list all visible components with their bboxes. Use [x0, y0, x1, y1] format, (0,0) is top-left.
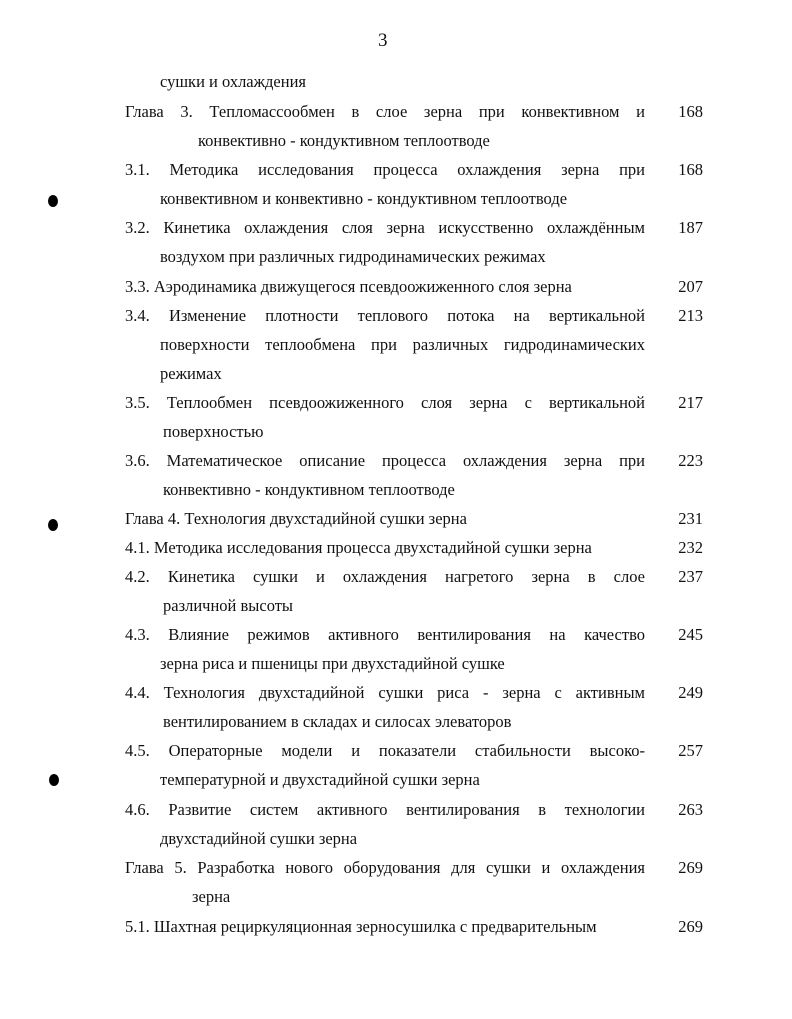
toc-page-number: 168 [678, 102, 703, 121]
toc-page-number: 232 [678, 538, 703, 557]
toc-entry-title: 3.4. Изменение плотности теплового потока на вертикальной [125, 306, 645, 325]
toc-page-number: 223 [678, 451, 703, 470]
page-number: 3 [378, 30, 388, 51]
toc-page-number: 245 [678, 625, 703, 644]
toc-entry-title: Глава 3. Тепломассообмен в слое зерна при конвективном и [125, 102, 645, 121]
toc-page-number: 269 [678, 917, 703, 936]
toc-page-number: 187 [678, 218, 703, 237]
toc-entry-title: 4.4. Технология двухстадийной сушки риса - зерна с активным [125, 683, 645, 702]
toc-page-number: 269 [678, 858, 703, 877]
toc-page-number: 217 [678, 393, 703, 412]
toc-entry-continuation: конвективно - кондуктивном теплоотводе [163, 480, 455, 499]
toc-entry-continuation: поверхностью [163, 422, 264, 441]
punch-hole-mark [48, 195, 58, 207]
toc-entry-continuation: различной высоты [163, 596, 294, 615]
toc-entry-title: 3.2. Кинетика охлаждения слоя зерна искусственно охлаждённым [125, 218, 645, 237]
punch-hole-mark [49, 774, 59, 786]
toc-entry-title: 3.3. Аэродинамика движущегося псевдоожиженного слоя зерна [125, 277, 572, 296]
toc-entry-title: Глава 4. Технология двухстадийной сушки зерна [125, 509, 467, 528]
toc-entry-continuation: режимах [160, 364, 222, 383]
toc-page-number: 213 [678, 306, 703, 325]
toc-page-number: 231 [678, 509, 703, 528]
toc-entry-title: 5.1. Шахтная рециркуляционная зерносушилка с предварительным [125, 917, 597, 936]
toc-entry-title: 4.6. Развитие систем активного вентилирования в технологии [125, 800, 645, 819]
toc-entry-title: 3.1. Методика исследования процесса охлаждения зерна при [125, 160, 645, 179]
toc-entry-continuation: конвективно - кондуктивном теплоотводе [198, 131, 490, 150]
toc-entry-continuation: температурной и двухстадийной сушки зерна [160, 770, 480, 789]
toc-entry-title: Глава 5. Разработка нового оборудования для сушки и охлаждения [125, 858, 645, 877]
toc-entry-title: сушки и охлаждения [160, 72, 307, 91]
toc-entry-continuation: двухстадийной сушки зерна [160, 829, 358, 848]
toc-entry-continuation: конвективном и конвективно - кондуктивном теплоотводе [160, 189, 568, 208]
toc-entry-continuation: зерна риса и пшеницы при двухстадийной сушке [160, 654, 505, 673]
toc-entry-continuation: вентилированием в складах и силосах элеваторов [163, 712, 512, 731]
toc-entry-continuation: зерна [192, 887, 231, 906]
toc-entry-title: 3.6. Математическое описание процесса охлаждения зерна при [125, 451, 645, 470]
toc-page-number: 249 [678, 683, 703, 702]
toc-page-number: 207 [678, 277, 703, 296]
toc-page-number: 263 [678, 800, 703, 819]
toc-entry-continuation: воздухом при различных гидродинамических режимах [160, 247, 546, 266]
toc-entry-title: 4.5. Операторные модели и показатели стабильности высоко- [125, 741, 645, 760]
toc-page-number: 257 [678, 741, 703, 760]
toc-entry-continuation: поверхности теплообмена при различных гидродинамических [160, 335, 645, 354]
toc-entry-title: 4.2. Кинетика сушки и охлаждения нагретого зерна в слое [125, 567, 645, 586]
toc-entry-title: 4.1. Методика исследования процесса двухстадийной сушки зерна [125, 538, 592, 557]
toc-entry-title: 4.3. Влияние режимов активного вентилирования на качество [125, 625, 645, 644]
toc-page-number: 237 [678, 567, 703, 586]
toc-entry-title: 3.5. Теплообмен псевдоожиженного слоя зерна с вертикальной [125, 393, 645, 412]
toc-page-number: 168 [678, 160, 703, 179]
punch-hole-mark [48, 519, 58, 531]
